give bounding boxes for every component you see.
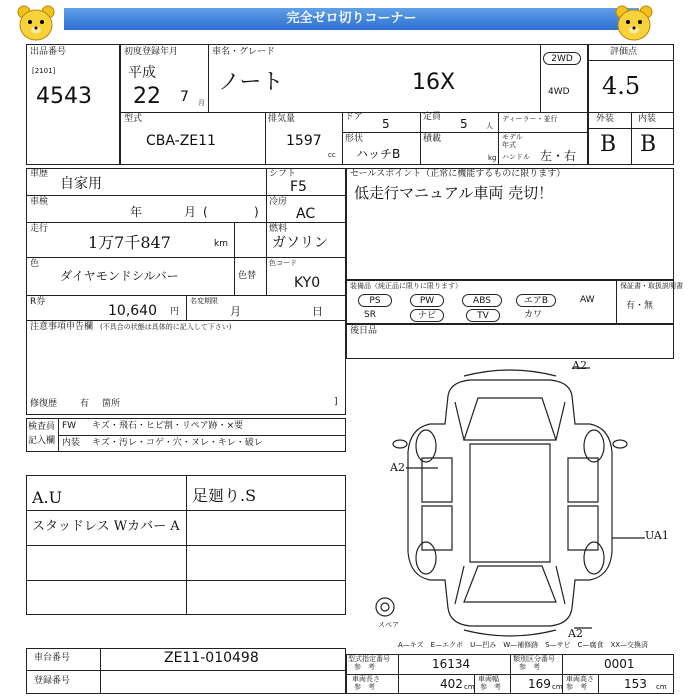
sales-point-value: 低走行マニュアル車両 売切！ (354, 184, 554, 202)
sales-point-label: セールスポイント（正常に機能するものに限ります） (350, 169, 566, 179)
inspection-year: 年 (130, 205, 143, 219)
deadline-month: 月 (230, 305, 241, 318)
damage-a2-left: A2 (390, 461, 405, 474)
repair-label: 修復歴 (30, 399, 58, 409)
length-label: 車両長さ (352, 675, 380, 683)
width-label: 車両幅 (478, 675, 499, 683)
spare-label: スペア (378, 621, 399, 629)
width-value: 169 (528, 677, 551, 691)
inspection-paren-open: ( (203, 205, 208, 219)
reg-label: 初度登録年月 (124, 47, 179, 57)
width-unit: cm (552, 683, 563, 691)
equipment-label: 装備品（純正品に限りに限ります） (350, 282, 462, 290)
capacity-label: 定員 (423, 112, 442, 122)
banner-title: 完全ゼロ切りコーナー (64, 8, 639, 30)
inspection-month: 月 (184, 205, 197, 219)
recycle-label: R券 (30, 297, 46, 307)
length-ref: 参 考 (354, 683, 375, 691)
handle-value: 左・右 (540, 149, 577, 163)
mascot-bear-icon (612, 3, 656, 43)
int-label: 内装 (638, 114, 657, 124)
lot-label: 出品番号 (30, 47, 67, 57)
chassis-value: ZE11-010498 (164, 650, 259, 666)
reg-era: 平成 (128, 65, 156, 81)
length-value: 402 (440, 677, 463, 691)
width-ref: 参 考 (480, 683, 501, 691)
class-value: 0001 (604, 657, 635, 671)
mascot-bear-icon (14, 3, 58, 43)
repair-value: 有 (80, 399, 90, 409)
int-inspect-label: 内装 (62, 438, 81, 448)
history-label: 車歴 (30, 169, 49, 179)
ac-value: AC (296, 206, 316, 222)
mileage-label: 走行 (30, 224, 49, 234)
load-label: 積載 (423, 134, 442, 144)
height-label: 車両高さ (566, 675, 594, 683)
reg-month-unit: 月 (198, 99, 205, 107)
damage-a2-top: A2 (572, 359, 587, 372)
type-ref: 参 考 (354, 663, 375, 671)
inspection-paren-close: ) (254, 205, 259, 219)
car-damage-diagram (360, 359, 670, 642)
shift-value: F5 (290, 179, 307, 195)
warranty-label: 保証書・取扱説明書 (620, 282, 683, 290)
capacity-value: 5 (460, 117, 468, 131)
warranty-value: 有・無 (626, 301, 654, 311)
ext-label: 外装 (596, 114, 615, 124)
load-unit: kg (488, 154, 497, 162)
note-suspension: 足廻り.S (192, 486, 257, 505)
reg-month: 7 (180, 89, 189, 105)
equip-airbag: エアB (516, 294, 556, 307)
drive-4wd: 4WD (548, 87, 570, 97)
displacement-unit: cc (328, 151, 336, 159)
recycle-unit: 円 (170, 307, 180, 317)
damage-legend: A—キズ E—エクボ U—凹み W—補修跡 S—サビ C—腐食 XX—交換済 (398, 641, 649, 649)
equip-sr: SR (364, 310, 376, 320)
rating-label: 評価点 (610, 47, 638, 57)
recycle-value: 10,640 (108, 303, 157, 319)
inspection-label: 車検 (30, 197, 49, 207)
doors-label: ドア (345, 112, 363, 122)
type-label: 型式指定番号 (348, 655, 390, 663)
model-value: CBA-ZE11 (146, 133, 216, 149)
equip-pw: PW (410, 294, 444, 307)
fuel-label: 燃料 (269, 224, 288, 234)
car-grade: 16X (412, 70, 456, 95)
color-code-label: 色コード (269, 259, 297, 267)
note-au: A.U (32, 488, 63, 507)
color-value: ダイヤモンドシルバー (60, 269, 179, 283)
length-unit: cm (464, 683, 475, 691)
damage-ua1: UA1 (645, 529, 669, 542)
equip-abs: ABS (462, 294, 502, 307)
equip-aw: AW (580, 295, 595, 305)
handle-label: ハンドル (502, 153, 530, 161)
inspector-label2: 記入欄 (28, 436, 56, 446)
class-ref: 参 考 (519, 663, 540, 671)
rating-value: 4.5 (602, 72, 641, 100)
ac-label: 冷房 (269, 197, 288, 207)
deadline-label: 名変期限 (190, 297, 218, 305)
note-studless: スタッドレス Wカバー A (32, 519, 180, 534)
equip-navi: ナビ (410, 309, 444, 322)
rear-seat-label: 後日品 (350, 326, 378, 336)
mileage-value: 1万7千847 (88, 233, 171, 252)
doors-value: 5 (382, 117, 390, 131)
repair-close-bracket: ] (334, 397, 338, 407)
drive-2wd: 2WD (543, 52, 581, 65)
shift-label: シフト (269, 169, 297, 179)
notes-sub: (不具合の状態は具体的に記入して下さい) (100, 323, 232, 331)
model-year-label: モデル (502, 133, 523, 141)
ext-grade: B (600, 132, 617, 157)
model-year-label2: 年式 (502, 141, 516, 149)
inspector-label1: 検査員 (28, 422, 56, 432)
fw-items: キズ・飛石・ヒビ割・リペア跡・×要 (92, 421, 244, 431)
equip-ps: PS (358, 294, 392, 307)
int-grade: B (640, 132, 657, 157)
displacement-label: 排気量 (268, 114, 296, 124)
height-unit: cm (656, 683, 667, 691)
notes-label: 注意事項申告欄 (30, 322, 94, 332)
lot-sub: [2101] (32, 67, 56, 75)
deadline-day: 日 (312, 305, 323, 318)
capacity-unit: 人 (486, 122, 493, 130)
model-label: 型式 (124, 114, 143, 124)
height-ref: 参 考 (566, 683, 587, 691)
chassis-label: 車台番号 (34, 653, 71, 663)
color-label: 色 (30, 259, 40, 269)
fw-label: FW (62, 421, 77, 431)
class-label: 類別区分番号 (513, 655, 555, 663)
equip-leather: カワ (524, 310, 543, 320)
body-value: ハッチB (356, 147, 401, 161)
color-code: KY0 (294, 275, 321, 291)
type-value: 16134 (432, 657, 471, 671)
car-name: ノート (218, 70, 284, 95)
repair-unit: 箇所 (102, 399, 121, 409)
fuel-value: ガソリン (272, 235, 328, 251)
reg-year: 22 (133, 84, 161, 109)
damage-a2-bottom: A2 (568, 627, 583, 640)
rear-seat-box (346, 324, 674, 359)
equip-tv: TV (466, 309, 500, 322)
body-label: 形状 (345, 134, 364, 144)
height-value: 153 (624, 677, 647, 691)
car-label: 車名・グレード (212, 47, 276, 57)
displacement-value: 1597 (286, 133, 322, 149)
dealer-label: ディーラー・並行 (502, 115, 558, 123)
mileage-unit: km (214, 239, 228, 249)
color-swap-label: 色替 (238, 271, 257, 281)
int-inspect-items: キズ・汚レ・コゲ・穴・ヌレ・キレ・破レ (92, 438, 263, 448)
history-value: 自家用 (60, 176, 102, 192)
registration-label: 登録番号 (34, 676, 71, 686)
lot-number: 4543 (36, 84, 92, 109)
